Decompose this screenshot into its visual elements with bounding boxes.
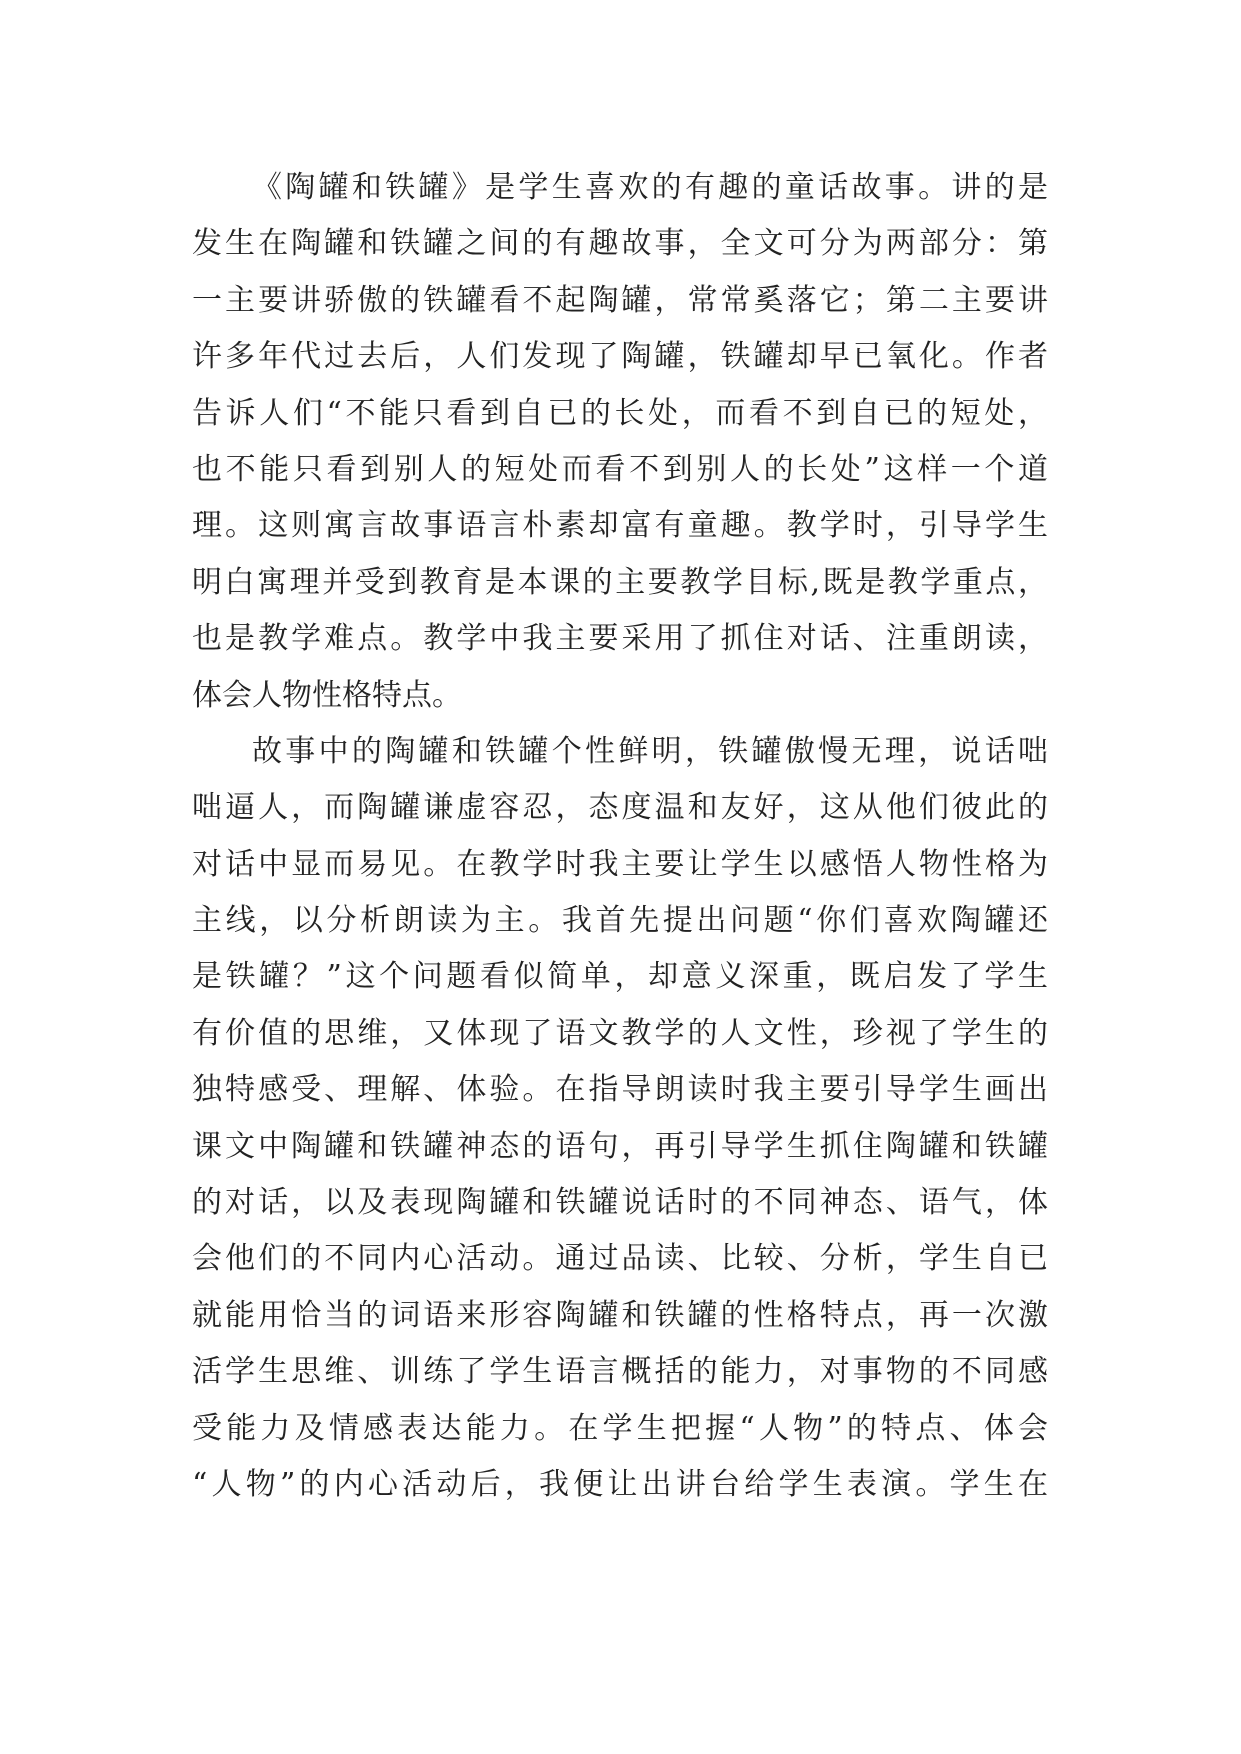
text-line: 是铁罐？”这个问题看似简单，却意义深重，既启发了学生	[192, 959, 1048, 995]
text-line: 就能用恰当的词语来形容陶罐和铁罐的性格特点，再一次激	[192, 1297, 1048, 1333]
text-line: 主线，以分析朗读为主。我首先提出问题“你们喜欢陶罐还	[192, 903, 1048, 939]
text-line: 也不能只看到别人的短处而看不到别人的长处”这样一个道	[192, 451, 1048, 487]
text-line: 体会人物性格特点。	[192, 677, 462, 713]
text-line: 会他们的不同内心活动。通过品读、比较、分析，学生自已	[192, 1241, 1048, 1277]
text-line: 许多年代过去后，人们发现了陶罐，铁罐却早已氧化。作者	[192, 339, 1048, 375]
text-line: 故事中的陶罐和铁罐个性鲜明，铁罐傲慢无理，说话咄	[252, 733, 1048, 769]
document-body	[192, 160, 1048, 1513]
text-line: 有价值的思维，又体现了语文教学的人文性，珍视了学生的	[192, 1015, 1048, 1051]
text-line: 独特感受、理解、体验。在指导朗读时我主要引导学生画出	[192, 1072, 1048, 1108]
paragraph-2	[192, 724, 1048, 1513]
text-line: “人物”的内心活动后，我便让出讲台给学生表演。学生在	[192, 1466, 1048, 1502]
text-line: 的对话，以及表现陶罐和铁罐说话时的不同神态、语气，体	[192, 1185, 1048, 1221]
text-line: 一主要讲骄傲的铁罐看不起陶罐，常常奚落它；第二主要讲	[192, 282, 1048, 318]
text-line: 明白寓理并受到教育是本课的主要教学目标,既是教学重点，	[192, 564, 1048, 600]
text-line: 活学生思维、训练了学生语言概括的能力，对事物的不同感	[192, 1354, 1048, 1390]
text-line: 告诉人们“不能只看到自已的长处，而看不到自已的短处，	[192, 395, 1048, 431]
text-line: 对话中显而易见。在教学时我主要让学生以感悟人物性格为	[192, 846, 1048, 882]
text-line: 受能力及情感表达能力。在学生把握“人物”的特点、体会	[192, 1410, 1048, 1446]
text-line: 理。这则寓言故事语言朴素却富有童趣。教学时，引导学生	[192, 508, 1048, 544]
text-line: 也是教学难点。教学中我主要采用了抓住对话、注重朗读，	[192, 621, 1048, 657]
text-line: 《陶罐和铁罐》是学生喜欢的有趣的童话故事。讲的是	[252, 170, 1048, 205]
text-line: 咄逼人，而陶罐谦虚容忍，态度温和友好，这从他们彼此的	[192, 790, 1048, 826]
paragraph-1	[192, 160, 1048, 724]
text-line: 发生在陶罐和铁罐之间的有趣故事，全文可分为两部分：第	[192, 226, 1048, 262]
text-line: 课文中陶罐和铁罐神态的语句，再引导学生抓住陶罐和铁罐	[192, 1128, 1048, 1164]
